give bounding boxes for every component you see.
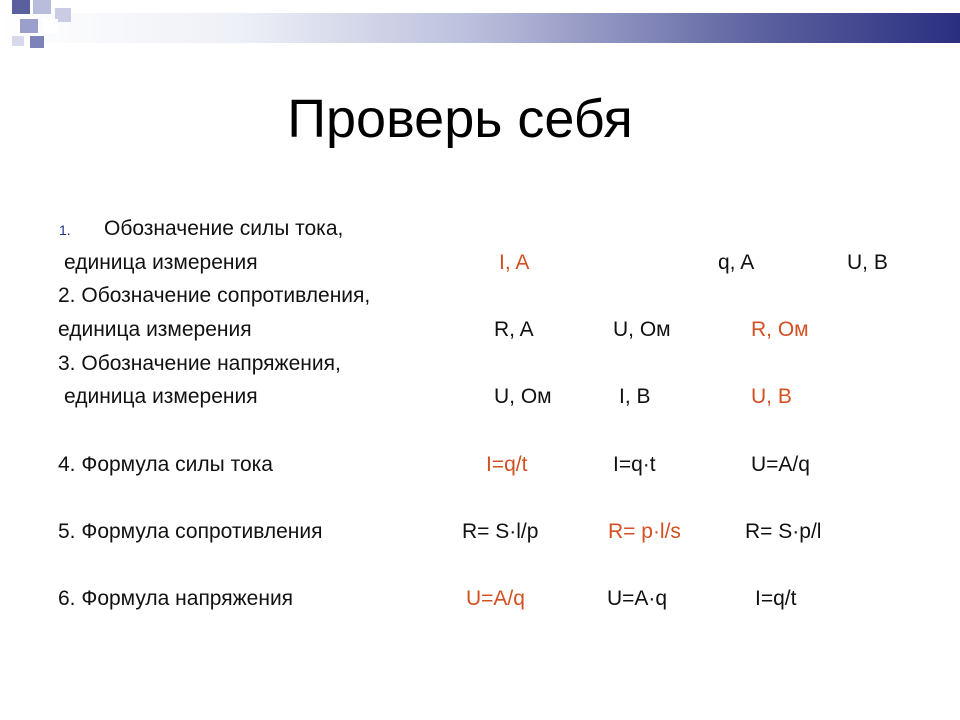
- corner-square-5: [42, 19, 58, 33]
- item-number: 1.: [59, 222, 71, 238]
- item-question-line1: [58, 521, 323, 542]
- answer-option: U, Ом: [494, 385, 552, 408]
- item-number: 6.: [58, 587, 76, 610]
- answer-option: U, B: [751, 385, 792, 408]
- answer-option: I, A: [499, 251, 530, 274]
- corner-square-1: [12, 0, 30, 14]
- answer-option: q, A: [718, 251, 755, 274]
- answer-option: R= S·l/p: [462, 520, 539, 543]
- corner-square-7: [12, 36, 24, 46]
- answer-option: U, Ом: [613, 318, 671, 341]
- item-question-text: Формула напряжения: [81, 587, 294, 610]
- item-question-text: Обозначение напряжения,: [81, 352, 341, 375]
- answer-option: I=q·t: [613, 453, 656, 476]
- corner-square-6: [30, 36, 44, 48]
- item-number: 5.: [58, 520, 76, 543]
- answer-option: R, A: [494, 318, 534, 341]
- item-question-text: Формула сопротивления: [81, 520, 323, 543]
- item-question-line1: [58, 454, 273, 475]
- answer-option: I, B: [619, 385, 651, 408]
- item-question-line1: [58, 353, 341, 374]
- item-number: 4.: [58, 453, 76, 476]
- item-question-line2: единица измерения: [58, 318, 252, 341]
- item-number: 2.: [58, 284, 76, 307]
- header-banner: [0, 13, 960, 43]
- answer-option: R= S·p/l: [745, 520, 822, 543]
- answer-option: U, B: [847, 251, 888, 274]
- item-number: 3.: [58, 352, 76, 375]
- item-question-line1: Обозначение силы тока,: [104, 217, 344, 240]
- item-question-line1: [58, 285, 370, 306]
- corner-square-2: [33, 0, 51, 14]
- item-question-line1: [58, 588, 293, 609]
- answer-option: U=A·q: [607, 587, 668, 610]
- answer-option: U=A/q: [466, 587, 525, 610]
- item-question-text: Обозначение сопротивления,: [81, 284, 371, 307]
- answer-option: I=q/t: [486, 453, 528, 476]
- answer-option: U=A/q: [751, 453, 810, 476]
- answer-option: I=q/t: [755, 587, 797, 610]
- corner-square-4: [20, 19, 38, 33]
- item-question-line2: единица измерения: [64, 385, 258, 408]
- item-question-line2: единица измерения: [64, 251, 258, 274]
- answer-option: R, Ом: [751, 318, 809, 341]
- answer-option: R= p·l/s: [608, 520, 681, 543]
- item-question-text: Формула силы тока: [81, 453, 273, 476]
- page-title: Проверь себя: [287, 89, 633, 149]
